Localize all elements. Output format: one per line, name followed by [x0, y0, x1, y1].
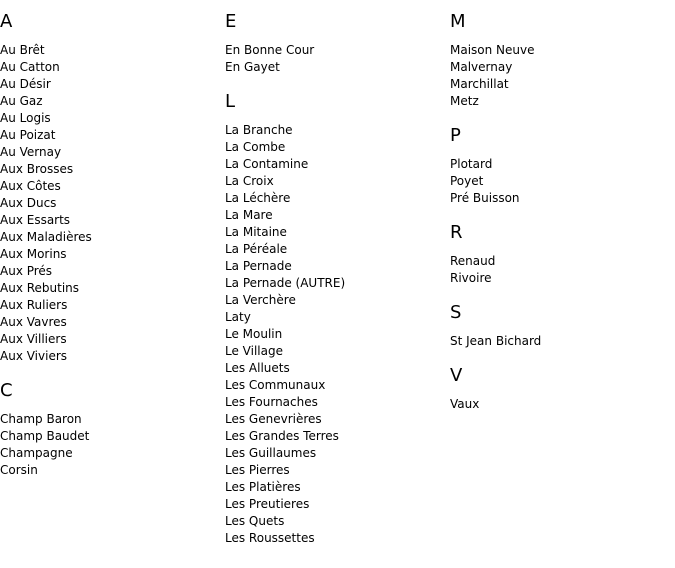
place-link[interactable]: Aux Maladières	[0, 230, 92, 244]
place-link[interactable]: La Léchère	[225, 191, 291, 205]
letter-heading: A	[0, 11, 13, 32]
index-column-1	[0, 0, 220, 494]
place-link[interactable]: La Combe	[225, 140, 286, 154]
place-list	[450, 333, 670, 350]
place-link[interactable]: Aux Ruliers	[0, 298, 68, 312]
place-list	[225, 42, 445, 76]
place-link[interactable]: Les Quets	[225, 514, 285, 528]
place-link[interactable]: Aux Morins	[0, 247, 67, 261]
place-link[interactable]: Les Pierres	[225, 463, 290, 477]
place-link[interactable]: Corsin	[0, 463, 38, 477]
place-link[interactable]: Les Platières	[225, 480, 301, 494]
place-link[interactable]: Le Moulin	[225, 327, 283, 341]
letter-heading: R	[450, 222, 463, 243]
place-link[interactable]: Au Brêt	[0, 43, 45, 57]
place-link[interactable]: Au Poizat	[0, 128, 56, 142]
index-column-3	[450, 0, 670, 428]
place-link[interactable]: La Péréale	[225, 242, 288, 256]
place-link[interactable]: Les Guillaumes	[225, 446, 317, 460]
place-link[interactable]: Aux Brosses	[0, 162, 74, 176]
place-link[interactable]: En Bonne Cour	[225, 43, 315, 57]
place-list	[450, 156, 670, 207]
letter-group-p	[450, 125, 670, 207]
place-link[interactable]: Au Catton	[0, 60, 60, 74]
place-link[interactable]: La Pernade (AUTRE)	[225, 276, 346, 290]
place-link[interactable]: Maison Neuve	[450, 43, 535, 57]
place-link[interactable]: Aux Viviers	[0, 349, 68, 363]
place-link[interactable]: Les Grandes Terres	[225, 429, 339, 443]
letter-heading: S	[450, 302, 462, 323]
letter-group-a	[0, 11, 220, 365]
letter-group-r	[450, 222, 670, 287]
place-link[interactable]: La Branche	[225, 123, 293, 137]
place-link[interactable]: Les Genevrières	[225, 412, 322, 426]
place-link[interactable]: Rivoire	[450, 271, 492, 285]
place-link[interactable]: La Pernade	[225, 259, 292, 273]
letter-group-l	[225, 91, 445, 547]
letter-group-s	[450, 302, 670, 350]
place-link[interactable]: En Gayet	[225, 60, 280, 74]
letter-heading: V	[450, 365, 463, 386]
place-link[interactable]: Aux Côtes	[0, 179, 61, 193]
place-link[interactable]: Les Alluets	[225, 361, 290, 375]
place-list	[450, 42, 670, 110]
place-link[interactable]: Plotard	[450, 157, 493, 171]
place-link[interactable]: Les Roussettes	[225, 531, 315, 545]
place-list	[450, 396, 670, 413]
place-link[interactable]: La Verchère	[225, 293, 296, 307]
letter-group-e	[225, 11, 445, 76]
place-link[interactable]: Les Fournaches	[225, 395, 318, 409]
letter-heading: L	[225, 91, 236, 112]
place-link[interactable]: La Mitaine	[225, 225, 287, 239]
place-link[interactable]: Champagne	[0, 446, 73, 460]
letter-heading: P	[450, 125, 461, 146]
place-link[interactable]: La Contamine	[225, 157, 309, 171]
letter-group-c	[0, 380, 220, 479]
place-link[interactable]: La Mare	[225, 208, 273, 222]
place-link[interactable]: Aux Rebutins	[0, 281, 80, 295]
place-link[interactable]: Aux Essarts	[0, 213, 71, 227]
place-link[interactable]: Au Désir	[0, 77, 51, 91]
place-list	[450, 253, 670, 287]
place-link[interactable]: Aux Ducs	[0, 196, 57, 210]
letter-heading: E	[225, 11, 237, 32]
place-list	[0, 411, 220, 479]
place-link[interactable]: Les Preutieres	[225, 497, 310, 511]
place-link[interactable]: Metz	[450, 94, 479, 108]
place-link[interactable]: Au Logis	[0, 111, 51, 125]
place-link[interactable]: Marchillat	[450, 77, 509, 91]
place-link[interactable]: Pré Buisson	[450, 191, 520, 205]
place-link[interactable]: Vaux	[450, 397, 480, 411]
letter-group-m	[450, 11, 670, 110]
place-link[interactable]: St Jean Bichard	[450, 334, 542, 348]
letter-heading: M	[450, 11, 466, 32]
place-link[interactable]: Malvernay	[450, 60, 513, 74]
place-link[interactable]: Poyet	[450, 174, 484, 188]
place-link[interactable]: Aux Vavres	[0, 315, 67, 329]
place-list	[225, 122, 445, 547]
place-link[interactable]: Renaud	[450, 254, 496, 268]
place-list	[0, 42, 220, 365]
letter-heading: C	[0, 380, 13, 401]
place-link[interactable]: Aux Prés	[0, 264, 53, 278]
letter-group-v	[450, 365, 670, 413]
place-link[interactable]: Le Village	[225, 344, 283, 358]
place-link[interactable]: La Croix	[225, 174, 274, 188]
place-link[interactable]: Champ Baron	[0, 412, 82, 426]
place-link[interactable]: Au Gaz	[0, 94, 43, 108]
place-link[interactable]: Laty	[225, 310, 251, 324]
place-link[interactable]: Au Vernay	[0, 145, 62, 159]
place-link[interactable]: Champ Baudet	[0, 429, 90, 443]
place-link[interactable]: Les Communaux	[225, 378, 326, 392]
index-column-2	[225, 0, 445, 562]
place-link[interactable]: Aux Villiers	[0, 332, 67, 346]
